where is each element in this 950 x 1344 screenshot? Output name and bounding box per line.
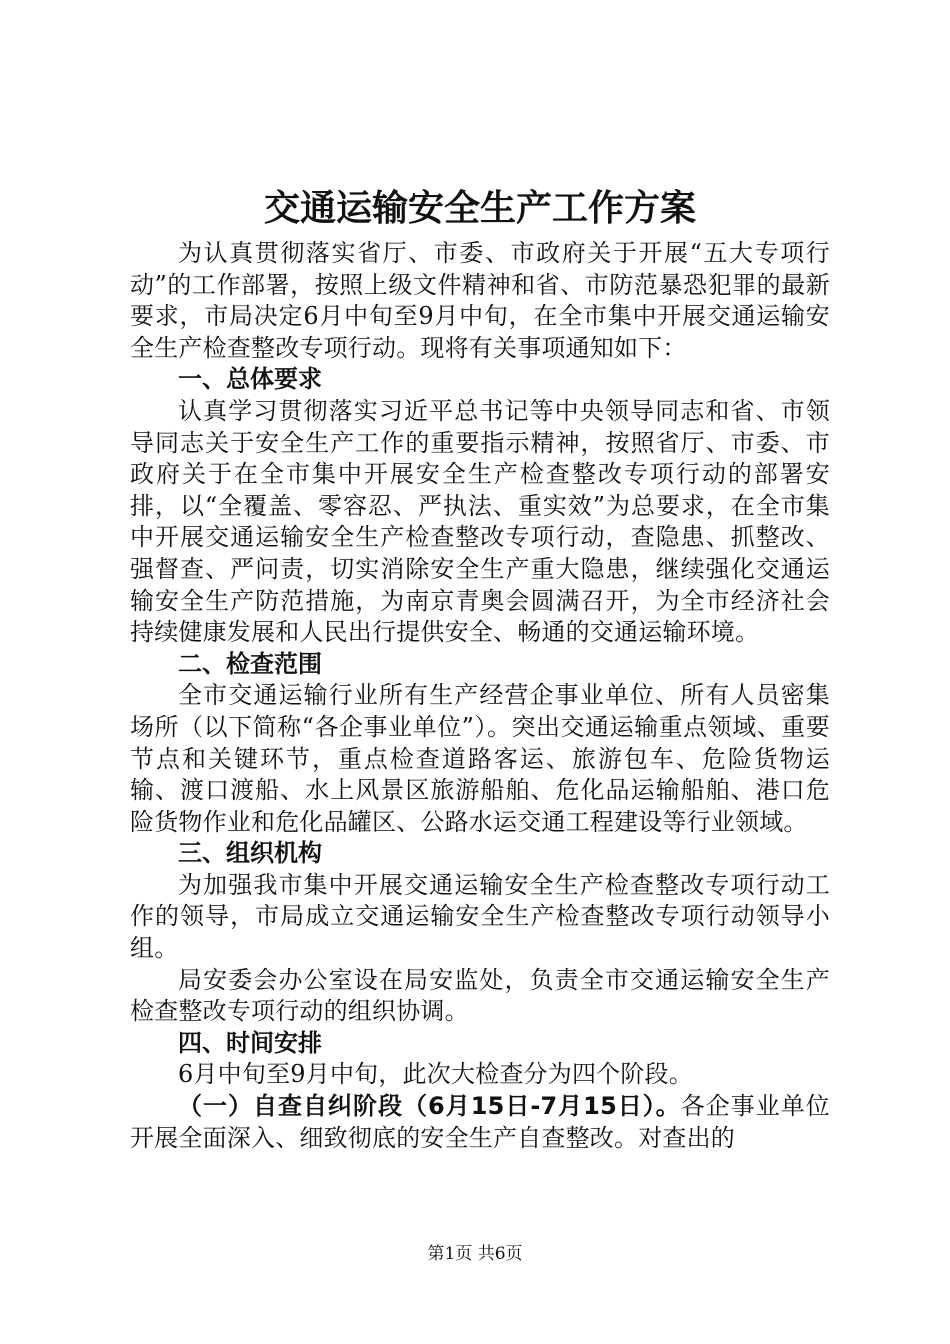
document-body	[130, 180, 830, 1154]
general-requirements-paragraph: 认真学习贯彻落实习近平总书记等中央领导同志和省、市领导同志关于安全生产工作的重要指示精神，按照省厅、市委、市政府关于在全市集中开展安全生产检查整改专项行动的部署安排，以“全覆盖、零容忍、严执法、重实效”为总要求，在全市集中开展交通运输安全生产检查整改专项行动，查隐患、抓整改、强督查、严问责，切实消除安全生产重大隐患，继续强化交通运输安全生产防范措施，为南京青奥会圆满召开，为全市经济社会持续健康发展和人民出行提供安全、畅通的交通运输环境。	[130, 396, 830, 647]
schedule-paragraph: 6月中旬至9月中旬，此次大检查分为四个阶段。	[178, 1060, 693, 1089]
stage1-text: 各企事业单位开展全面深入、细致彻底的安全生产自查整改。对查出的	[130, 1092, 830, 1152]
intro-paragraph: 为认真贯彻落实省厅、市委、市政府关于开展“五大专项行动”的工作部署，按照上级文件精神和省、市防范暴恐犯罪的最新要求，市局决定6月中旬至9月中旬，在全市集中开展交通运输安全生产检查整改专项行动。现将有关事项通知如下：	[130, 239, 830, 362]
document-title: 交通运输安全生产工作方案	[263, 187, 696, 229]
section-heading-inspection-scope: 二、检查范围	[178, 649, 322, 678]
section-heading-general-requirements: 一、总体要求	[178, 365, 322, 394]
section-heading-organization: 三、组织机构	[178, 839, 322, 868]
stage1-paragraph	[130, 1091, 830, 1154]
organization-paragraph-2: 局安委会办公室设在局安监处，负责全市交通运输安全生产检查整改专项行动的组织协调。	[130, 965, 830, 1026]
section-heading-schedule: 四、时间安排	[178, 1028, 322, 1057]
inspection-scope-paragraph: 全市交通运输行业所有生产经营企事业单位、所有人员密集场所（以下简称“各企事业单位”）。突出交通运输重点领域、重要节点和关键环节，重点检查道路客运、旅游包车、危险货物运输、渡口渡船、水上风景区旅游船舶、危化品运输船舶、港口危险货物作业和危化品罐区、公路水运交通工程建设等行业领域。	[130, 681, 830, 836]
stage1-heading: （一）自查自纠阶段（6月15日-7月15日）。	[178, 1092, 681, 1121]
page-footer: 第1页 共6页	[427, 1244, 523, 1264]
organization-paragraph-1: 为加强我市集中开展交通运输安全生产检查整改专项行动工作的领导，市局成立交通运输安全生产检查整改专项行动领导小组。	[130, 870, 830, 963]
